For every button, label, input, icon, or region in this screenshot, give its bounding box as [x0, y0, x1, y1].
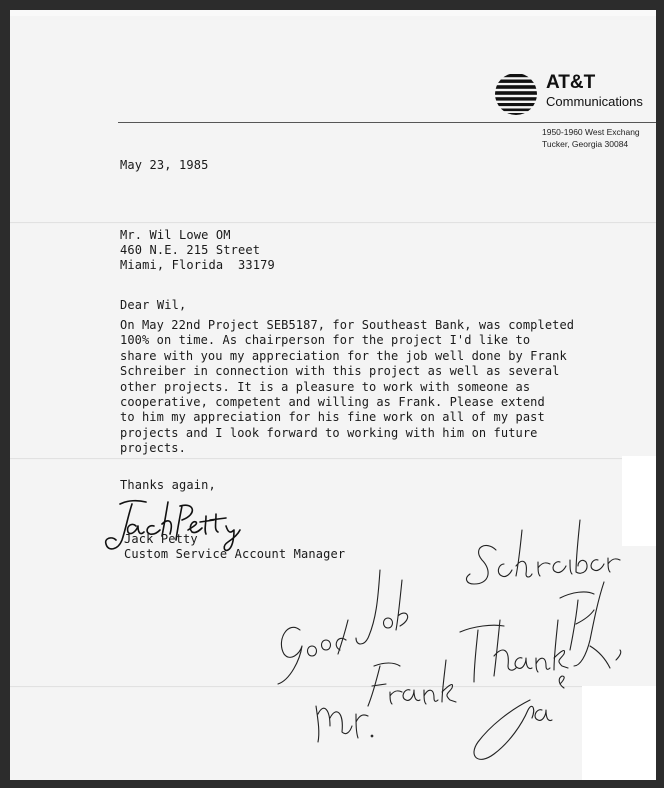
body-line: projects and I look forward to working with him on future [120, 425, 538, 440]
letter-body [120, 318, 650, 457]
body-line: cooperative, competent and willing as Frank. Please extend [120, 395, 545, 410]
fold-crease [10, 458, 656, 460]
body-line: share with you my appreciation for the job well done by Frank [120, 348, 567, 363]
att-globe-icon [494, 72, 538, 116]
handwritten-note [260, 470, 640, 770]
sender-address-line2: Tucker, Georgia 30084 [542, 139, 629, 149]
letter-page [10, 10, 656, 780]
brand-name: AT&T [546, 72, 596, 93]
body-line: On May 22nd Project SEB5187, for Southeast Bank, was completed [120, 318, 575, 332]
letterhead-rule [118, 122, 656, 123]
body-line: projects. [120, 441, 186, 456]
body-line: to him my appreciation for his fine work on all of my past [120, 410, 545, 425]
recipient-line: Mr. Wil Lowe OM [120, 228, 231, 242]
salutation: Dear Wil, [120, 298, 187, 312]
sender-address-line1: 1950-1960 West Exchang [542, 127, 640, 137]
fold-crease [10, 222, 656, 224]
body-line: other projects. It is a pleasure to work with someone as [120, 379, 531, 394]
signer-title: Custom Service Account Manager [124, 547, 346, 561]
signer-name: Jack Petty [124, 532, 198, 546]
recipient-line: Miami, Florida 33179 [120, 258, 275, 272]
letter-date: May 23, 1985 [120, 158, 209, 172]
body-line: Schreiber in connection with this project as well as several [120, 364, 560, 379]
body-line: 100% on time. As chairperson for the project I'd like to [120, 333, 531, 348]
paper-edge [10, 10, 656, 16]
brand-division: Communications [546, 94, 643, 109]
recipient-line: 460 N.E. 215 Street [120, 243, 261, 257]
closing: Thanks again, [120, 478, 216, 492]
